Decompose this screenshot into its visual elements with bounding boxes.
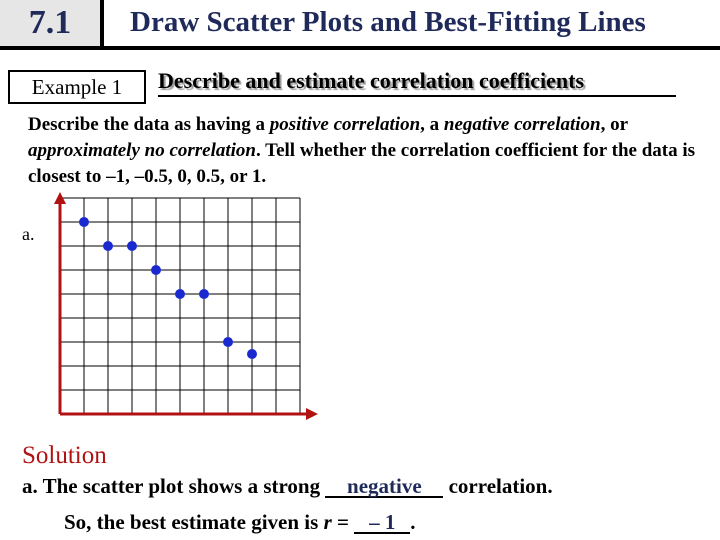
data-point [175, 289, 185, 299]
page-title: Draw Scatter Plots and Best-Fitting Lines [130, 6, 646, 38]
example-heading-underline [158, 95, 676, 97]
data-point [199, 289, 209, 299]
part-a-label: a. [22, 224, 35, 244]
data-point [151, 265, 161, 275]
prompt-positive: positive correlation [269, 114, 421, 135]
solution-line-2 [64, 510, 415, 535]
data-point [247, 349, 257, 359]
variable-r: r [323, 510, 332, 534]
problem-prompt [28, 112, 718, 190]
solution-line-2-suffix: . [410, 510, 416, 534]
equals-sign: = [331, 510, 355, 534]
solution-line-2-prefix: So, the best estimate given is [64, 510, 324, 534]
scatter-plot [30, 192, 320, 432]
solution-line-1-prefix: a. The scatter plot shows a strong [22, 474, 326, 498]
data-point [79, 217, 89, 227]
header-divider [0, 46, 720, 50]
data-point [223, 337, 233, 347]
header-bar [0, 0, 720, 50]
example-label: Example 1 [8, 70, 146, 104]
solution-heading: Solution [22, 442, 107, 469]
section-number: 7.1 [0, 0, 104, 46]
answer-coefficient: – 1 [354, 512, 410, 534]
solution-line-1-suffix: correlation. [443, 474, 553, 498]
prompt-text-4: . Tell whether the correlation coefficient for the data is closest to –1, –0.5, 0, 0.5, or 1. [28, 140, 696, 187]
answer-correlation: negative [325, 476, 443, 498]
prompt-text-2: , a [420, 114, 444, 135]
data-point [103, 241, 113, 251]
solution-line-1 [22, 474, 553, 499]
prompt-text-1: Describe the data as having a [28, 114, 270, 135]
prompt-none: approximately no correlation [28, 140, 256, 161]
example-heading: Describe and estimate correlation coefficients [158, 68, 585, 93]
data-point [127, 241, 137, 251]
prompt-text-3: , or [600, 114, 628, 135]
x-axis-arrow [306, 408, 318, 420]
prompt-negative: negative correlation [443, 114, 601, 135]
